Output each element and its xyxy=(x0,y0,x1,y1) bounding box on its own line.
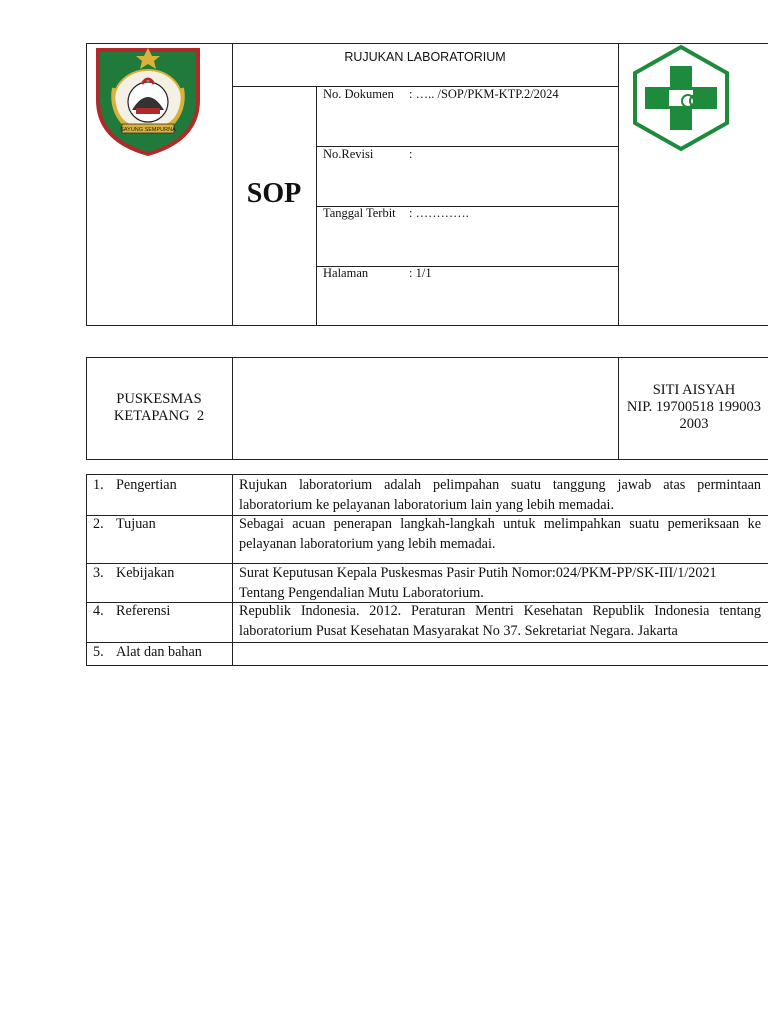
section-title: Tujuan xyxy=(116,516,156,532)
section-row-pengertian xyxy=(93,475,229,495)
puskesmas-logo xyxy=(628,44,734,152)
section-title: Referensi xyxy=(116,603,171,619)
doc-title: RUJUKAN LABORATORIUM xyxy=(344,50,506,64)
field-value-no-revisi: : xyxy=(409,147,413,161)
field-label-tanggal-terbit: Tanggal Terbit xyxy=(323,206,396,220)
field-label-no-dokumen: No. Dokumen xyxy=(323,87,394,101)
section-title: Alat dan bahan xyxy=(116,644,202,660)
field-label-no-revisi: No.Revisi xyxy=(323,147,374,161)
section-title: Kebijakan xyxy=(116,565,175,581)
section-num: 2. xyxy=(93,516,104,532)
field-label-halaman: Halaman xyxy=(323,266,369,280)
section-num: 3. xyxy=(93,565,104,581)
section-row-alat-dan-bahan xyxy=(93,642,229,662)
section-row-tujuan xyxy=(93,514,229,534)
section-row-kebijakan xyxy=(93,563,229,583)
field-value-halaman: : 1/1 xyxy=(409,266,432,280)
signer-name: SITI AISYAH xyxy=(652,382,736,398)
section-text-pengertian: Rujukan laboratorium adalah pelimpahan suatu tanggung jawab atas permintaan laboratorium ke pelayanan laboratorium lain yang lebih memadai. xyxy=(239,477,761,513)
section-title: Pengertian xyxy=(116,477,177,493)
org-name-line1: PUSKESMAS xyxy=(116,391,202,407)
field-value-no-dokumen: : ….. /SOP/PKM-KTP.2/2024 xyxy=(409,87,559,101)
section-num: 1. xyxy=(93,477,104,493)
regency-seal-logo xyxy=(92,44,204,158)
section-row-referensi xyxy=(93,601,229,621)
section-num: 5. xyxy=(93,644,104,660)
field-value-tanggal-terbit: : …………. xyxy=(409,206,469,220)
section-text-tujuan: Sebagai acuan penerapan langkah-langkah untuk melimpahkan suatu pemeriksaan ke pelayanan laboratorium yang lebih memadai. xyxy=(239,516,761,552)
org-name-line2: KETAPANG 2 xyxy=(113,408,205,424)
signer-nip-line2: 2003 xyxy=(679,416,709,432)
section-text-kebijakan: Surat Keputusan Kepala Puskesmas Pasir Putih Nomor:024/PKM-PP/SK-III/1/2021 Tentang Pengendalian Mutu Laboratorium. xyxy=(239,565,717,601)
section-num: 4. xyxy=(93,603,104,619)
sop-label: SOP xyxy=(246,178,302,209)
svg-text:SAYUNG SEMPURNA: SAYUNG SEMPURNA xyxy=(120,127,176,133)
org-name xyxy=(86,391,232,425)
signer-block xyxy=(619,382,768,433)
section-text-referensi: Republik Indonesia. 2012. Peraturan Mentri Kesehatan Republik Indonesia tentang laboratorium Pusat Kesehatan Masyarakat No 37. Sekretariat Negara. Jakarta xyxy=(239,603,761,639)
signer-nip-line1: NIP. 19700518 199003 xyxy=(626,399,762,415)
